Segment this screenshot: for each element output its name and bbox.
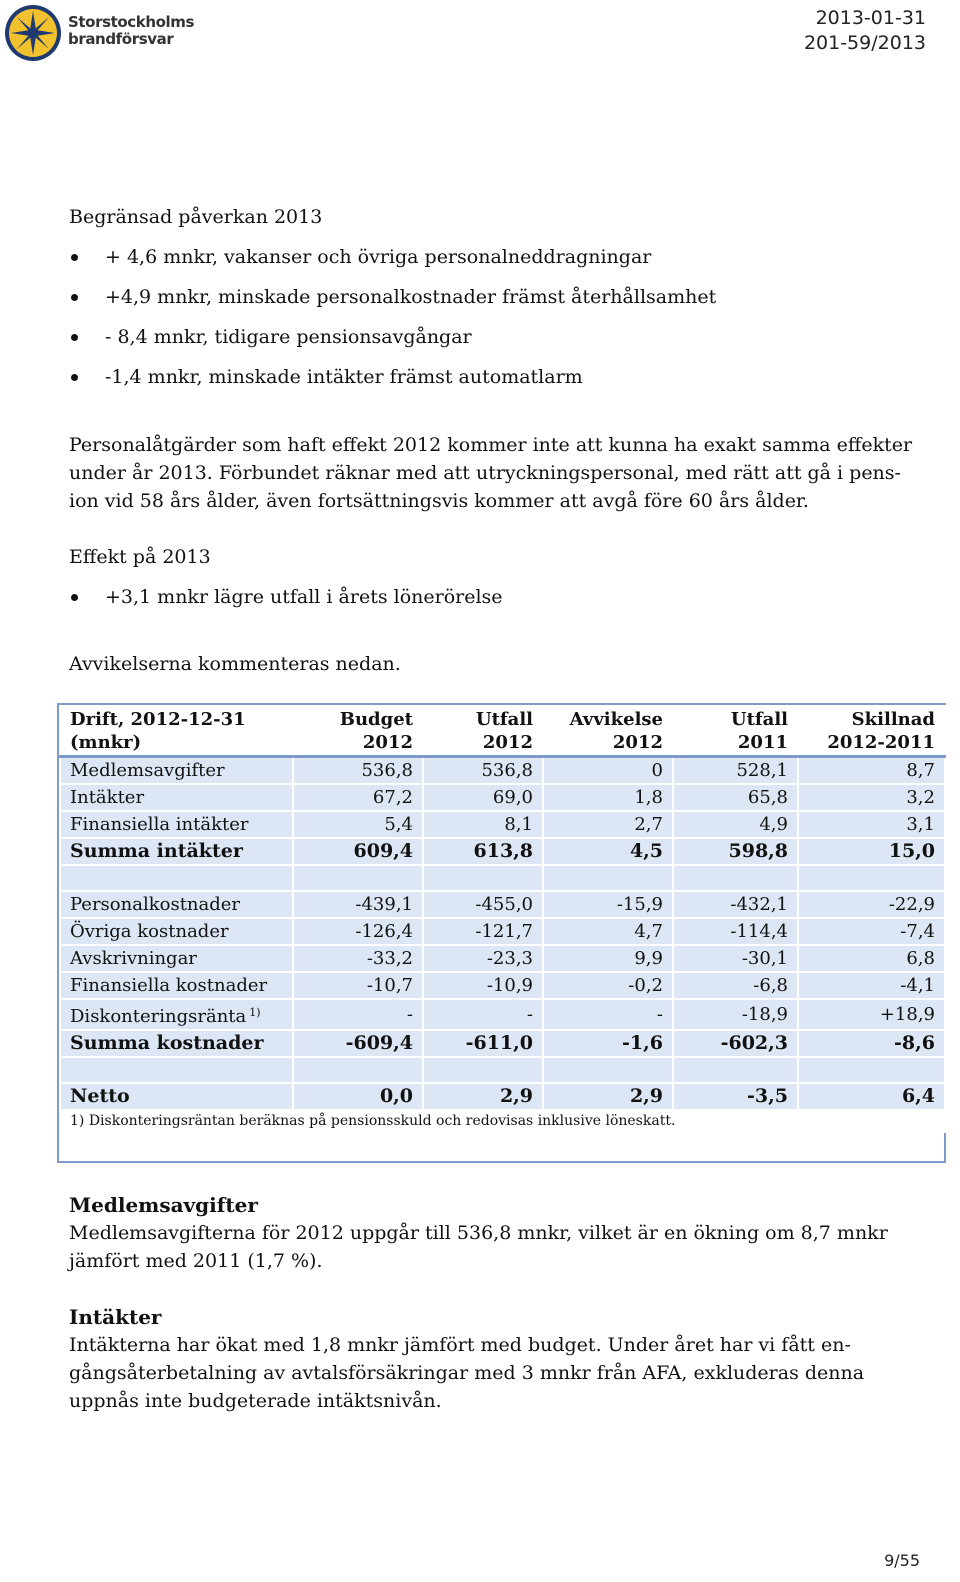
paragraph-intakter: [69, 1331, 864, 1415]
list-item: - 8,4 mnkr, tidigare pensionsavgångar: [69, 317, 716, 357]
paragraph-personalatgarder: [69, 431, 912, 515]
table-cell: -10,7: [293, 972, 423, 999]
table-cell: -609,4: [293, 1030, 423, 1057]
table-cell: 2,9: [543, 1083, 673, 1110]
table-cell: 8,7: [798, 757, 945, 785]
table-cell: 536,8: [423, 757, 543, 785]
table-cell: -602,3: [673, 1030, 798, 1057]
table-header-row: [60, 706, 945, 757]
header-cell: Utfall 2011: [673, 706, 798, 757]
table-row-netto: [60, 1083, 945, 1110]
table-cell: -7,4: [798, 918, 945, 945]
list-item: -1,4 mnkr, minskade intäkter främst automatlarm: [69, 357, 716, 397]
header-cell: Avvikelse 2012: [543, 706, 673, 757]
table-row: [60, 945, 945, 972]
table-cell: -121,7: [423, 918, 543, 945]
table-spacer-row: [60, 1057, 945, 1083]
footnote-marker: 1): [249, 1006, 261, 1019]
table-cell: -8,6: [798, 1030, 945, 1057]
org-line-2: brandförsvar: [68, 30, 174, 48]
table-row: [60, 784, 945, 811]
section-title-effekt: Effekt på 2013: [69, 546, 211, 568]
table-row: [60, 757, 945, 785]
table-cell: -4,1: [798, 972, 945, 999]
row-label: Medlemsavgifter: [60, 757, 293, 785]
bullet-list-begransad: [69, 237, 716, 397]
table-row: [60, 811, 945, 838]
table-cell: -30,1: [673, 945, 798, 972]
table-cell: 69,0: [423, 784, 543, 811]
list-item: +4,9 mnkr, minskade personalkostnader främst återhållsamhet: [69, 277, 716, 317]
table-footnote-row: [60, 1110, 945, 1132]
row-label: Netto: [60, 1083, 293, 1110]
row-label-text: Diskonteringsränta: [70, 1006, 247, 1027]
table-cell: 9,9: [543, 945, 673, 972]
intro-text: Avvikelserna kommenteras nedan.: [69, 653, 401, 675]
heading-intakter: Intäkter: [69, 1305, 162, 1329]
page-number: 9/55: [884, 1551, 920, 1570]
table-cell: 3,2: [798, 784, 945, 811]
table-cell: -23,3: [423, 945, 543, 972]
row-label: Finansiella intäkter: [60, 811, 293, 838]
table-cell: -: [543, 999, 673, 1030]
table-cell: -439,1: [293, 891, 423, 918]
table-cell: -1,6: [543, 1030, 673, 1057]
header-cell: Skillnad 2012-2011: [798, 706, 945, 757]
page-header: [0, 0, 960, 70]
document-date: 2013-01-31: [815, 7, 926, 29]
table-row: [60, 999, 945, 1030]
table-cell: 1,8: [543, 784, 673, 811]
star-logo-icon: [4, 4, 62, 62]
table-cell: -: [293, 999, 423, 1030]
table-cell: 2,9: [423, 1083, 543, 1110]
paragraph-line: ion vid 58 års ålder, även fortsättningsvis kommer att avgå före 60 års ålder.: [69, 490, 809, 512]
paragraph-line: under år 2013. Förbundet räknar med att utryckningspersonal, med rätt att gå i pens-: [69, 462, 901, 484]
table-cell: 613,8: [423, 838, 543, 865]
table-cell: 609,4: [293, 838, 423, 865]
row-label: Övriga kostnader: [60, 918, 293, 945]
row-label: Summa kostnader: [60, 1030, 293, 1057]
table-cell: 528,1: [673, 757, 798, 785]
table-cell: 67,2: [293, 784, 423, 811]
bullet-list-effekt: [69, 577, 503, 617]
row-label: Avskrivningar: [60, 945, 293, 972]
table-cell: -611,0: [423, 1030, 543, 1057]
table-cell: -15,9: [543, 891, 673, 918]
table-cell: -18,9: [673, 999, 798, 1030]
paragraph-line: uppnås inte budgeterade intäktsnivån.: [69, 1390, 442, 1412]
row-label: Intäkter: [60, 784, 293, 811]
header-cell: Budget 2012: [293, 706, 423, 757]
document-reference: 201-59/2013: [803, 32, 926, 54]
row-label: Finansiella kostnader: [60, 972, 293, 999]
table-cell: 2,7: [543, 811, 673, 838]
table-cell: 65,8: [673, 784, 798, 811]
budget-table-grid: [59, 705, 946, 1133]
list-item: + 4,6 mnkr, vakanser och övriga personalneddragningar: [69, 237, 716, 277]
table-cell: 536,8: [293, 757, 423, 785]
table-cell: -455,0: [423, 891, 543, 918]
table-row: [60, 918, 945, 945]
table-cell: 0: [543, 757, 673, 785]
table-cell: 5,4: [293, 811, 423, 838]
row-label: Personalkostnader: [60, 891, 293, 918]
header-cell: Utfall 2012: [423, 706, 543, 757]
table-cell: -33,2: [293, 945, 423, 972]
table-cell: 4,7: [543, 918, 673, 945]
table-cell: 6,8: [798, 945, 945, 972]
table-cell: -126,4: [293, 918, 423, 945]
table-cell: -6,8: [673, 972, 798, 999]
heading-medlemsavgifter: Medlemsavgifter: [69, 1193, 258, 1217]
table-cell: 4,9: [673, 811, 798, 838]
paragraph-line: gångsåterbetalning av avtalsförsäkringar med 3 mnkr från AFA, exkluderas denna: [69, 1362, 865, 1384]
table-row-summa-intakter: [60, 838, 945, 865]
table-row-summa-kostnader: [60, 1030, 945, 1057]
organization-name: [68, 14, 194, 48]
table-cell: 15,0: [798, 838, 945, 865]
table-cell: 3,1: [798, 811, 945, 838]
paragraph-line: Personalåtgärder som haft effekt 2012 kommer inte att kunna ha exakt samma effekter: [69, 434, 913, 456]
paragraph-line: Intäkterna har ökat med 1,8 mnkr jämfört med budget. Under året har vi fått en-: [69, 1334, 851, 1356]
document-meta: [804, 6, 926, 56]
paragraph-line: jämfört med 2011 (1,7 %).: [69, 1250, 323, 1272]
table-row: [60, 972, 945, 999]
table-cell: -114,4: [673, 918, 798, 945]
header-cell: Drift, 2012-12-31 (mnkr): [60, 706, 293, 757]
table-cell: -10,9: [423, 972, 543, 999]
table-cell: 8,1: [423, 811, 543, 838]
table-cell: -432,1: [673, 891, 798, 918]
budget-table: [57, 703, 946, 1163]
row-label: [60, 999, 293, 1030]
table-cell: 6,4: [798, 1083, 945, 1110]
table-cell: -3,5: [673, 1083, 798, 1110]
table-cell: +18,9: [798, 999, 945, 1030]
table-cell: -: [423, 999, 543, 1030]
list-item: +3,1 mnkr lägre utfall i årets lönerörelse: [69, 577, 503, 617]
table-spacer-row: [60, 865, 945, 891]
table-footnote: 1) Diskonteringsräntan beräknas på pensionsskuld och redovisas inklusive löneskatt.: [60, 1110, 945, 1132]
paragraph-line: Medlemsavgifterna för 2012 uppgår till 536,8 mnkr, vilket är en ökning om 8,7 mnkr: [69, 1222, 888, 1244]
paragraph-medlemsavgifter: [69, 1219, 888, 1275]
org-line-1: Storstockholms: [68, 13, 195, 31]
section-title-begransad: Begränsad påverkan 2013: [69, 206, 323, 228]
table-cell: -0,2: [543, 972, 673, 999]
table-cell: 4,5: [543, 838, 673, 865]
table-cell: 598,8: [673, 838, 798, 865]
table-cell: 0,0: [293, 1083, 423, 1110]
table-row: [60, 891, 945, 918]
row-label: Summa intäkter: [60, 838, 293, 865]
table-cell: -22,9: [798, 891, 945, 918]
